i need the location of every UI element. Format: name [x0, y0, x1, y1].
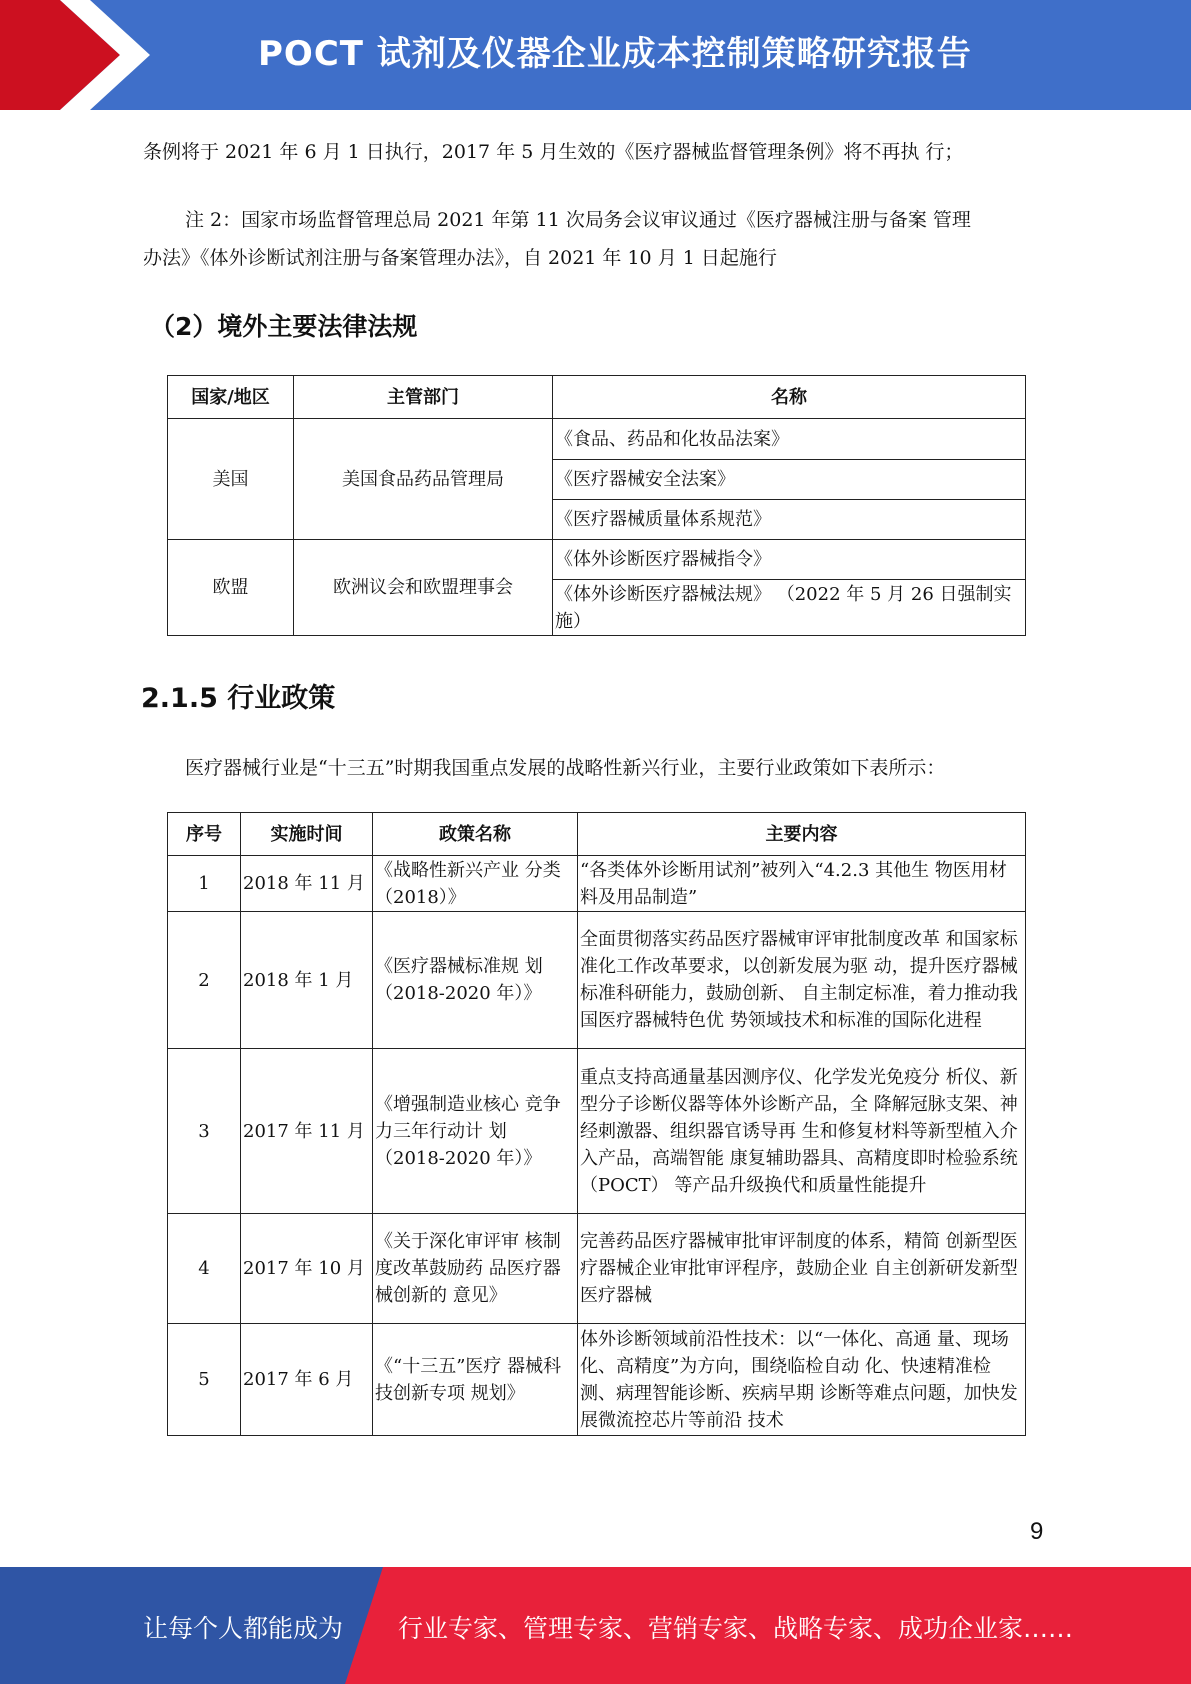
column-header-no: 序号: [168, 813, 241, 856]
industry-policy-table: [167, 812, 1026, 1436]
cell-date: 2017 年 6 月: [241, 1324, 373, 1436]
column-header-name: 名称: [553, 376, 1026, 419]
cell-no: 2: [168, 912, 241, 1049]
cell-policy-name: 《“十三五”医疗 器械科技创新专项 规划》: [373, 1324, 578, 1436]
column-header-content: 主要内容: [578, 813, 1026, 856]
cell-date: 2017 年 11 月: [241, 1049, 373, 1214]
page-header: [0, 0, 1191, 110]
table-header-row: [168, 376, 1026, 419]
column-header-policy-name: 政策名称: [373, 813, 578, 856]
cell-policy-name: 《增强制造业核心 竞争力三年行动计 划（2018-2020 年）》: [373, 1049, 578, 1214]
cell-no: 3: [168, 1049, 241, 1214]
paragraph-note-2-line1: 注 2：国家市场监督管理总局 2021 年第 11 次局务会议审议通过《医疗器械注册与备案 管理: [185, 209, 971, 231]
cell-content: “各类体外诊断用试剂”被列入“4.2.3 其他生 物医用材料及用品制造”: [578, 856, 1026, 912]
cell-no: 5: [168, 1324, 241, 1436]
cell-content: 完善药品医疗器械审批审评制度的体系，精简 创新型医疗器械企业审批审评程序，鼓励企业 自主创新研发新型医疗器械: [578, 1214, 1026, 1324]
section-intro: 医疗器械行业是“十三五”时期我国重点发展的战略性新兴行业，主要行业政策如下表所示：: [185, 757, 946, 779]
column-header-dept: 主管部门: [294, 376, 553, 419]
cell-date: 2017 年 10 月: [241, 1214, 373, 1324]
cell-law-name: 《医疗器械质量体系规范》: [553, 500, 1026, 540]
footer-slogan-left: 让每个人都能成为: [143, 1614, 344, 1643]
cell-policy-name: 《战略性新兴产业 分类（2018）》: [373, 856, 578, 912]
table-row: [168, 1324, 1026, 1436]
page-number: 9: [1030, 1518, 1044, 1545]
cell-date: 2018 年 1 月: [241, 912, 373, 1049]
cell-law-name: 《医疗器械安全法案》: [553, 460, 1026, 500]
paragraph-regulation-effective: 条例将于 2021 年 6 月 1 日执行，2017 年 5 月生效的《医疗器械监督管理条例》将不再执 行；: [143, 141, 964, 163]
cell-country: 美国: [168, 419, 294, 540]
footer-slogan-right: 行业专家、管理专家、营销专家、战略专家、成功企业家……: [398, 1614, 1074, 1643]
table-row: [168, 540, 1026, 580]
cell-no: 1: [168, 856, 241, 912]
section-title-industry-policy: 2.1.5 行业政策: [141, 683, 336, 714]
page-footer: [0, 1567, 1191, 1684]
cell-date: 2018 年 11 月: [241, 856, 373, 912]
foreign-laws-table: [167, 375, 1026, 636]
cell-content: 全面贯彻落实药品医疗器械审评审批制度改革 和国家标准化工作改革要求，以创新发展为驱 动，提升医疗器械标准科研能力，鼓励创新、 自主制定标准，着力推动我国医疗器械特色优 势领域技术和标准的国际化进程: [578, 912, 1026, 1049]
cell-dept: 欧洲议会和欧盟理事会: [294, 540, 553, 636]
cell-policy-name: 《关于深化审评审 核制度改革鼓励药 品医疗器械创新的 意见》: [373, 1214, 578, 1324]
paragraph-note-2-line2: 办法》《体外诊断试剂注册与备案管理办法》，自 2021 年 10 月 1 日起施行: [143, 247, 777, 269]
table-row: [168, 856, 1026, 912]
table-row: [168, 419, 1026, 460]
table-row: [168, 1214, 1026, 1324]
table-header-row: [168, 813, 1026, 856]
cell-content: 重点支持高通量基因测序仪、化学发光免疫分 析仪、新型分子诊断仪器等体外诊断产品，全 降解冠脉支架、神经刺激器、组织器官诱导再 生和修复材料等新型植入介入产品，高端智能 康复辅助器具、高精度即时检验系统（POCT） 等产品升级换代和质量性能提升: [578, 1049, 1026, 1214]
cell-no: 4: [168, 1214, 241, 1324]
cell-policy-name: 《医疗器械标准规 划（2018-2020 年）》: [373, 912, 578, 1049]
cell-law-name: 《食品、药品和化妆品法案》: [553, 419, 1026, 460]
column-header-date: 实施时间: [241, 813, 373, 856]
table-row: [168, 912, 1026, 1049]
cell-content: 体外诊断领域前沿性技术：以“一体化、高通 量、现场化、高精度”为方向，围绕临检自动 化、快速精准检测、病理智能诊断、疾病早期 诊断等难点问题，加快发展微流控芯片等前沿 技术: [578, 1324, 1026, 1436]
cell-country: 欧盟: [168, 540, 294, 636]
cell-law-name: 《体外诊断医疗器械法规》 （2022 年 5 月 26 日强制实施）: [553, 580, 1026, 636]
cell-law-name: 《体外诊断医疗器械指令》: [553, 540, 1026, 580]
column-header-country: 国家/地区: [168, 376, 294, 419]
subheading-foreign-laws: （2）境外主要法律法规: [150, 312, 418, 341]
cell-dept: 美国食品药品管理局: [294, 419, 553, 540]
header-title: POCT 试剂及仪器企业成本控制策略研究报告: [258, 34, 972, 74]
table-row: [168, 1049, 1026, 1214]
